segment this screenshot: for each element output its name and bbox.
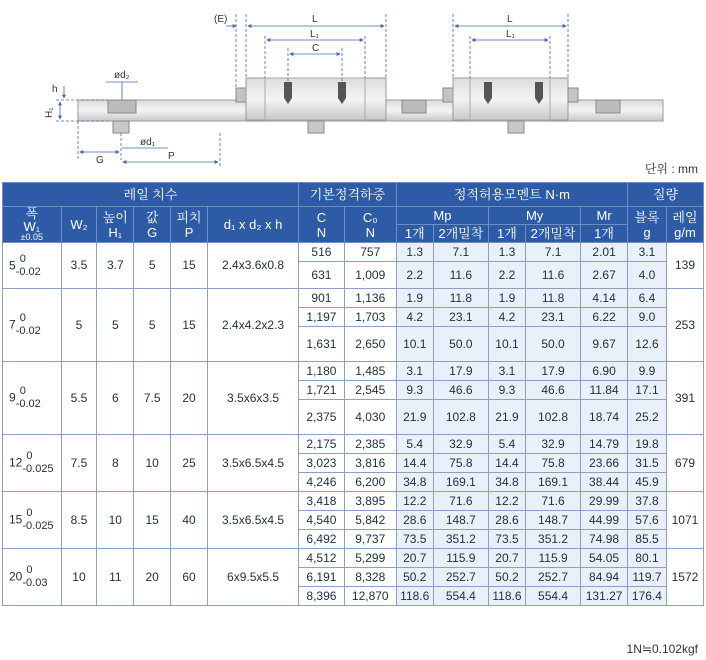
dim-label-l1-2: L₁: [506, 29, 515, 40]
header-c: [299, 207, 345, 243]
header-block-unit: g: [643, 224, 651, 240]
table-row: [3, 243, 704, 262]
header-width: [3, 207, 62, 243]
bolt-cell: 3.5x6.5x4.5: [208, 435, 299, 492]
mp-one-cell: 73.5: [396, 530, 433, 549]
header-load: 기본정격하중: [299, 183, 397, 207]
c0-cell: 757: [344, 243, 396, 262]
mp-two-cell: 252.7: [433, 568, 488, 587]
header-mr: Mr: [581, 207, 628, 225]
c0-cell: 5,842: [344, 511, 396, 530]
my-one-cell: 12.2: [489, 492, 526, 511]
rail-mass-cell: 391: [666, 362, 703, 435]
bolt-cell: 3.5x6.5x4.5: [208, 492, 299, 549]
header-rail-mass-label: 레일: [672, 209, 698, 225]
gap-cell: 7.5: [134, 362, 171, 435]
mp-one-cell: 5.4: [396, 435, 433, 454]
table-row: [3, 362, 704, 381]
mp-one-cell: 12.2: [396, 492, 433, 511]
rail-mass-cell: 1071: [666, 492, 703, 549]
block-mass-cell: 57.6: [627, 511, 666, 530]
my-one-cell: 10.1: [489, 327, 526, 362]
header-gap-sym: G: [147, 224, 158, 240]
w2-cell: 5.5: [61, 362, 97, 435]
c-cell: 1,631: [299, 327, 345, 362]
spec-table-body: [3, 243, 704, 606]
dim-label-d1: ød₁: [140, 137, 156, 148]
c-cell: 3,418: [299, 492, 345, 511]
pitch-cell: 40: [171, 492, 208, 549]
my-two-cell: 75.8: [525, 454, 580, 473]
header-c-unit: N: [316, 224, 327, 240]
pitch-cell: 15: [171, 289, 208, 362]
height-cell: 5: [97, 289, 134, 362]
my-two-cell: 102.8: [525, 400, 580, 435]
my-two-cell: 7.1: [525, 243, 580, 262]
c0-cell: 1,703: [344, 308, 396, 327]
w2-cell: 7.5: [61, 435, 97, 492]
header-height-label: 높이: [102, 209, 128, 225]
gap-cell: 15: [134, 492, 171, 549]
mr-cell: 9.67: [581, 327, 628, 362]
mr-cell: 131.27: [581, 587, 628, 606]
mr-cell: 2.67: [581, 262, 628, 289]
mp-two-cell: 17.9: [433, 362, 488, 381]
c-cell: 901: [299, 289, 345, 308]
width-cell: [3, 435, 62, 492]
w2-cell: 8.5: [61, 492, 97, 549]
header-pitch-label: 피치: [176, 209, 202, 225]
c-cell: 4,540: [299, 511, 345, 530]
mp-two-cell: 11.6: [433, 262, 488, 289]
my-one-cell: 14.4: [489, 454, 526, 473]
mp-one-cell: 1.9: [396, 289, 433, 308]
header-rail-mass: [666, 207, 703, 243]
my-two-cell: 17.9: [525, 362, 580, 381]
mp-one-cell: 10.1: [396, 327, 433, 362]
my-two-cell: 23.1: [525, 308, 580, 327]
height-cell: 10: [97, 492, 134, 549]
dim-label-h: h: [52, 84, 58, 95]
rail-mass-cell: 139: [666, 243, 703, 289]
c0-cell: 1,009: [344, 262, 396, 289]
c0-cell: 9,737: [344, 530, 396, 549]
width-tolerance: [22, 564, 47, 590]
block-mass-cell: 45.9: [627, 473, 666, 492]
block-mass-cell: 9.9: [627, 362, 666, 381]
my-two-cell: 32.9: [525, 435, 580, 454]
c0-cell: 1,485: [344, 362, 396, 381]
rail-mass-cell: 679: [666, 435, 703, 492]
tolerance-upper: 0: [26, 564, 33, 576]
my-one-cell: 2.2: [489, 262, 526, 289]
width-cell: [3, 243, 62, 289]
block-mass-cell: 12.6: [627, 327, 666, 362]
my-one-cell: 34.8: [489, 473, 526, 492]
mp-two-cell: 11.8: [433, 289, 488, 308]
mp-one-cell: 28.6: [396, 511, 433, 530]
dim-label-p: P: [168, 151, 175, 162]
gap-cell: 10: [134, 435, 171, 492]
my-two-cell: 50.0: [525, 327, 580, 362]
my-two-cell: 46.6: [525, 381, 580, 400]
table-row: [3, 435, 704, 454]
mr-cell: 84.94: [581, 568, 628, 587]
header-block-label: 블록: [634, 209, 660, 225]
width-tolerance: [16, 385, 41, 411]
header-c0: [344, 207, 396, 243]
my-two-cell: 169.1: [525, 473, 580, 492]
mr-cell: 74.98: [581, 530, 628, 549]
my-one-cell: 118.6: [489, 587, 526, 606]
my-one-cell: 73.5: [489, 530, 526, 549]
header-height: [97, 207, 134, 243]
c0-cell: 4,030: [344, 400, 396, 435]
my-one-cell: 1.3: [489, 243, 526, 262]
dim-label-d2: ød₂: [114, 70, 130, 81]
mp-two-cell: 32.9: [433, 435, 488, 454]
c-cell: 1,180: [299, 362, 345, 381]
mp-one-cell: 34.8: [396, 473, 433, 492]
my-two-cell: 554.4: [525, 587, 580, 606]
table-row: [3, 289, 704, 308]
dim-label-g: G: [96, 155, 104, 166]
block-mass-cell: 25.2: [627, 400, 666, 435]
bolt-cell: 6x9.5x5.5: [208, 549, 299, 606]
my-one-cell: 5.4: [489, 435, 526, 454]
pitch-cell: 15: [171, 243, 208, 289]
header-rail: 레일 치수: [3, 183, 299, 207]
c0-cell: 3,895: [344, 492, 396, 511]
block-mass-cell: 85.5: [627, 530, 666, 549]
width-cell: [3, 289, 62, 362]
mp-two-cell: 75.8: [433, 454, 488, 473]
pitch-cell: 20: [171, 362, 208, 435]
c-cell: 4,512: [299, 549, 345, 568]
c-cell: 516: [299, 243, 345, 262]
c-cell: 3,023: [299, 454, 345, 473]
c-cell: 4,246: [299, 473, 345, 492]
mr-cell: 38.44: [581, 473, 628, 492]
table-row: [3, 492, 704, 511]
dim-label-h1: H₁: [44, 107, 55, 118]
mp-two-cell: 554.4: [433, 587, 488, 606]
width-cell: [3, 549, 62, 606]
c-cell: 1,197: [299, 308, 345, 327]
width-value: 7: [9, 317, 16, 332]
mp-one-cell: 50.2: [396, 568, 433, 587]
rail-block-drawing: [0, 0, 706, 180]
c-cell: 6,492: [299, 530, 345, 549]
mp-two-cell: 351.2: [433, 530, 488, 549]
header-gap-label: 값: [145, 209, 159, 225]
tolerance-lower: -0.02: [15, 265, 41, 278]
header-rail-mass-unit: g/m: [674, 224, 696, 240]
block-mass-cell: 6.4: [627, 289, 666, 308]
mr-cell: 6.22: [581, 308, 628, 327]
mp-two-cell: 169.1: [433, 473, 488, 492]
c0-cell: 2,545: [344, 381, 396, 400]
mr-cell: 14.79: [581, 435, 628, 454]
header-pitch: [171, 207, 208, 243]
dim-label-l1: L₁: [310, 29, 319, 40]
rail-mass-cell: 1572: [666, 549, 703, 606]
tolerance-upper: 0: [19, 312, 26, 324]
height-cell: 11: [97, 549, 134, 606]
header-block: [627, 207, 666, 243]
carriage-block-1: [236, 78, 386, 120]
header-bolt: d₁ x d₂ x h: [208, 207, 299, 243]
header-gap: [134, 207, 171, 243]
my-two-cell: 71.6: [525, 492, 580, 511]
block-mass-cell: 31.5: [627, 454, 666, 473]
width-value: 15: [9, 512, 23, 527]
mp-one-cell: 118.6: [396, 587, 433, 606]
header-my: My: [489, 207, 581, 225]
c-cell: 6,191: [299, 568, 345, 587]
header-mr-one: 1개: [581, 225, 628, 243]
width-value: 20: [9, 569, 23, 584]
my-one-cell: 50.2: [489, 568, 526, 587]
mp-two-cell: 71.6: [433, 492, 488, 511]
mp-one-cell: 14.4: [396, 454, 433, 473]
dim-label-l-2: L: [507, 14, 513, 25]
my-one-cell: 20.7: [489, 549, 526, 568]
my-one-cell: 3.1: [489, 362, 526, 381]
mp-two-cell: 148.7: [433, 511, 488, 530]
header-w2: W₂: [61, 207, 97, 243]
c0-cell: 2,650: [344, 327, 396, 362]
height-cell: 8: [97, 435, 134, 492]
width-cell: [3, 492, 62, 549]
w2-cell: 3.5: [61, 243, 97, 289]
c0-cell: 12,870: [344, 587, 396, 606]
my-two-cell: 252.7: [525, 568, 580, 587]
mr-cell: 11.84: [581, 381, 628, 400]
pitch-cell: 25: [171, 435, 208, 492]
mr-cell: 29.99: [581, 492, 628, 511]
rail-mass-cell: 253: [666, 289, 703, 362]
bolt-cell: 2.4x3.6x0.8: [208, 243, 299, 289]
tolerance-upper: 0: [19, 252, 26, 265]
header-moment: 정적허용모멘트 N·m: [396, 183, 627, 207]
my-one-cell: 4.2: [489, 308, 526, 327]
c-cell: 1,721: [299, 381, 345, 400]
mr-cell: 23.66: [581, 454, 628, 473]
c-cell: 2,175: [299, 435, 345, 454]
mr-cell: 54.05: [581, 549, 628, 568]
block-mass-cell: 9.0: [627, 308, 666, 327]
bolt-cell: 2.4x4.2x2.3: [208, 289, 299, 362]
width-value: 9: [9, 390, 16, 405]
block-mass-cell: 4.0: [627, 262, 666, 289]
width-value: 5: [9, 258, 16, 272]
width-tolerance: [22, 450, 53, 476]
block-mass-cell: 80.1: [627, 549, 666, 568]
gap-cell: 5: [134, 289, 171, 362]
height-cell: 6: [97, 362, 134, 435]
mr-cell: 4.14: [581, 289, 628, 308]
c-cell: 2,375: [299, 400, 345, 435]
w2-cell: 10: [61, 549, 97, 606]
mp-one-cell: 4.2: [396, 308, 433, 327]
tolerance-lower: -0.02: [15, 325, 41, 337]
dim-label-l: L: [312, 14, 318, 25]
mp-one-cell: 3.1: [396, 362, 433, 381]
pitch-cell: 60: [171, 549, 208, 606]
width-tolerance: [22, 507, 53, 533]
mp-two-cell: 23.1: [433, 308, 488, 327]
header-width-label: 폭: [25, 206, 39, 221]
mp-one-cell: 2.2: [396, 262, 433, 289]
my-two-cell: 11.6: [525, 262, 580, 289]
header-my-one: 1개: [489, 225, 526, 243]
header-c0-label: C₀: [362, 209, 378, 225]
tolerance-lower: -0.02: [15, 398, 41, 410]
block-mass-cell: 19.8: [627, 435, 666, 454]
tolerance-lower: -0.025: [22, 520, 54, 532]
my-one-cell: 1.9: [489, 289, 526, 308]
header-mp-one: 1개: [396, 225, 433, 243]
mp-one-cell: 20.7: [396, 549, 433, 568]
my-one-cell: 9.3: [489, 381, 526, 400]
header-height-sym: H₁: [108, 224, 123, 240]
mr-cell: 44.99: [581, 511, 628, 530]
block-mass-cell: 3.1: [627, 243, 666, 262]
width-cell: [3, 362, 62, 435]
carriage-block-2: [443, 78, 578, 120]
tolerance-upper: 0: [26, 507, 33, 519]
block-mass-cell: 37.8: [627, 492, 666, 511]
my-one-cell: 21.9: [489, 400, 526, 435]
c0-cell: 3,816: [344, 454, 396, 473]
unit-note: 단위 : mm: [644, 162, 698, 176]
my-two-cell: 148.7: [525, 511, 580, 530]
c-cell: 8,396: [299, 587, 345, 606]
block-mass-cell: 17.1: [627, 381, 666, 400]
gap-cell: 20: [134, 549, 171, 606]
c0-cell: 2,385: [344, 435, 396, 454]
height-cell: 3.7: [97, 243, 134, 289]
c0-cell: 6,200: [344, 473, 396, 492]
mr-cell: 18.74: [581, 400, 628, 435]
mp-two-cell: 102.8: [433, 400, 488, 435]
spec-table: [2, 182, 704, 606]
header-mp: Mp: [396, 207, 488, 225]
mr-cell: 2.01: [581, 243, 628, 262]
dim-label-e: (E): [214, 14, 228, 25]
mp-two-cell: 50.0: [433, 327, 488, 362]
dim-label-c: C: [312, 43, 320, 54]
header-width-tol: ±0.05: [20, 232, 44, 242]
tolerance-upper: 0: [26, 450, 33, 462]
conversion-note: 1N≒0.102kgf: [626, 642, 698, 656]
my-two-cell: 11.8: [525, 289, 580, 308]
my-two-cell: 351.2: [525, 530, 580, 549]
table-row: [3, 549, 704, 568]
bolt-cell: 3.5x6x3.5: [208, 362, 299, 435]
mp-one-cell: 9.3: [396, 381, 433, 400]
mp-two-cell: 115.9: [433, 549, 488, 568]
mr-cell: 6.90: [581, 362, 628, 381]
gap-cell: 5: [134, 243, 171, 289]
mp-one-cell: 21.9: [396, 400, 433, 435]
block-mass-cell: 119.7: [627, 568, 666, 587]
width-value: 12: [9, 455, 23, 470]
c0-cell: 5,299: [344, 549, 396, 568]
my-one-cell: 28.6: [489, 511, 526, 530]
width-tolerance: [16, 253, 41, 279]
c-cell: 631: [299, 262, 345, 289]
c0-cell: 8,328: [344, 568, 396, 587]
header-c0-unit: N: [365, 224, 375, 240]
my-two-cell: 115.9: [525, 549, 580, 568]
mp-one-cell: 1.3: [396, 243, 433, 262]
header-my-two: 2개밀착: [525, 225, 580, 243]
header-mp-two: 2개밀착: [433, 225, 488, 243]
mp-two-cell: 7.1: [433, 243, 488, 262]
mp-two-cell: 46.6: [433, 381, 488, 400]
header-pitch-sym: P: [184, 224, 194, 240]
width-tolerance: [16, 312, 41, 338]
tolerance-lower: -0.025: [22, 463, 54, 475]
block-mass-cell: 176.4: [627, 587, 666, 606]
header-width-sym: W₁: [23, 219, 41, 234]
c0-cell: 1,136: [344, 289, 396, 308]
w2-cell: 5: [61, 289, 97, 362]
tolerance-lower: -0.03: [22, 577, 48, 589]
tolerance-upper: 0: [19, 385, 26, 397]
header-c-label: C: [316, 209, 327, 225]
header-mass: 질량: [627, 183, 703, 207]
